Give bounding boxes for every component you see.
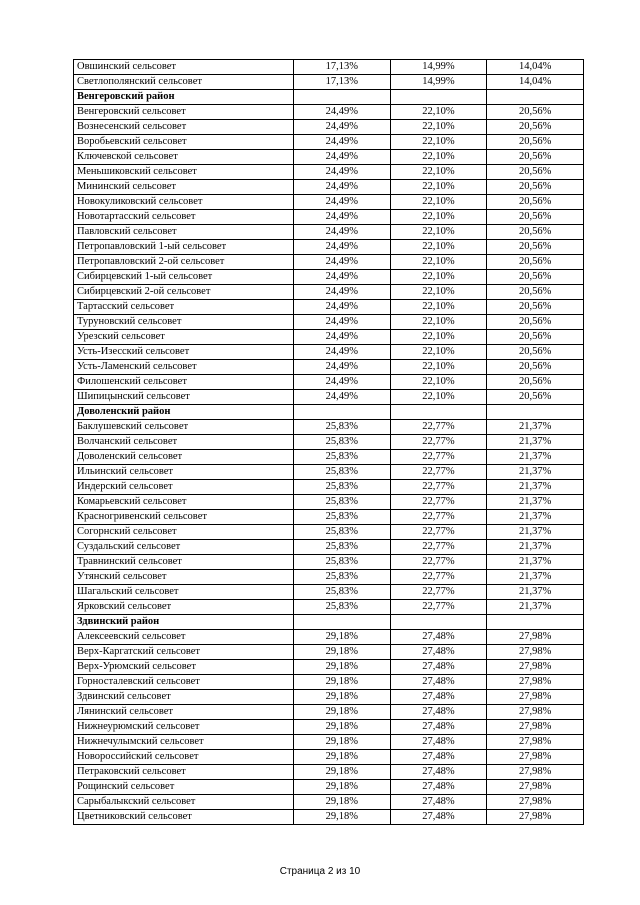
rate-cell-3 [487, 405, 584, 420]
settlement-name-cell: Меньшиковский сельсовет [74, 165, 294, 180]
rate-cell-2: 22,77% [390, 525, 487, 540]
rate-cell-1: 17,13% [294, 75, 391, 90]
rate-cell-2 [390, 615, 487, 630]
rate-cell-1: 24,49% [294, 390, 391, 405]
rate-cell-1: 29,18% [294, 780, 391, 795]
rate-cell-3: 27,98% [487, 780, 584, 795]
rate-cell-2: 22,77% [390, 510, 487, 525]
rate-cell-3: 27,98% [487, 735, 584, 750]
rate-cell-2: 27,48% [390, 810, 487, 825]
settlement-name-cell: Нижнеурюмский сельсовет [74, 720, 294, 735]
rate-cell-2: 22,10% [390, 210, 487, 225]
table-row [74, 510, 584, 525]
rate-cell-1: 25,83% [294, 540, 391, 555]
settlement-name-cell: Согорнский сельсовет [74, 525, 294, 540]
rate-cell-2: 22,10% [390, 270, 487, 285]
rate-cell-3 [487, 90, 584, 105]
table-row [74, 780, 584, 795]
table-row [74, 105, 584, 120]
rate-cell-3: 21,37% [487, 525, 584, 540]
rate-cell-2: 22,10% [390, 240, 487, 255]
table-row [74, 585, 584, 600]
table-row [74, 720, 584, 735]
rate-cell-1: 25,83% [294, 435, 391, 450]
settlement-name-cell: Нижнечулымский сельсовет [74, 735, 294, 750]
rate-cell-1: 24,49% [294, 120, 391, 135]
rate-cell-3 [487, 615, 584, 630]
rate-cell-1: 24,49% [294, 330, 391, 345]
table-row [74, 600, 584, 615]
settlement-name-cell: Павловский сельсовет [74, 225, 294, 240]
table-row [74, 180, 584, 195]
rate-cell-3: 21,37% [487, 480, 584, 495]
rate-cell-3: 21,37% [487, 495, 584, 510]
table-row [74, 285, 584, 300]
rate-cell-1: 24,49% [294, 105, 391, 120]
table-row [74, 540, 584, 555]
rate-cell-3: 20,56% [487, 165, 584, 180]
rate-cell-2: 22,10% [390, 195, 487, 210]
rate-cell-2: 22,77% [390, 450, 487, 465]
rate-cell-3: 20,56% [487, 195, 584, 210]
rate-cell-1: 24,49% [294, 285, 391, 300]
rate-cell-3: 21,37% [487, 585, 584, 600]
rate-cell-1: 24,49% [294, 180, 391, 195]
table-row [74, 360, 584, 375]
settlement-name-cell: Верх-Каргатский сельсовет [74, 645, 294, 660]
settlement-name-cell: Усть-Изесский сельсовет [74, 345, 294, 360]
rate-cell-3: 21,37% [487, 420, 584, 435]
rate-cell-1: 29,18% [294, 630, 391, 645]
table-row [74, 495, 584, 510]
district-header-row [74, 405, 584, 420]
rate-cell-1: 24,49% [294, 195, 391, 210]
rate-cell-1: 24,49% [294, 375, 391, 390]
table-row [74, 555, 584, 570]
rate-cell-1: 29,18% [294, 765, 391, 780]
rate-cell-1: 25,83% [294, 525, 391, 540]
rate-cell-2: 22,10% [390, 105, 487, 120]
table-row [74, 150, 584, 165]
rate-cell-2: 22,10% [390, 360, 487, 375]
settlement-name-cell: Доволенский район [74, 405, 294, 420]
table-row [74, 315, 584, 330]
settlement-name-cell: Овшинский сельсовет [74, 60, 294, 75]
rate-cell-3: 21,37% [487, 555, 584, 570]
rate-cell-1: 25,83% [294, 570, 391, 585]
settlement-name-cell: Новокуликовский сельсовет [74, 195, 294, 210]
district-header-row [74, 90, 584, 105]
table-row [74, 525, 584, 540]
rate-cell-3: 20,56% [487, 255, 584, 270]
table-row [74, 570, 584, 585]
rate-cell-3: 27,98% [487, 810, 584, 825]
rate-cell-1 [294, 405, 391, 420]
rate-cell-1: 29,18% [294, 750, 391, 765]
table-row [74, 135, 584, 150]
rate-cell-3: 20,56% [487, 240, 584, 255]
rate-cell-3: 27,98% [487, 765, 584, 780]
rate-cell-3: 21,37% [487, 450, 584, 465]
rate-cell-2: 22,10% [390, 390, 487, 405]
settlement-name-cell: Филошенский сельсовет [74, 375, 294, 390]
settlement-name-cell: Красногривенский сельсовет [74, 510, 294, 525]
settlement-name-cell: Петраковский сельсовет [74, 765, 294, 780]
document-page [73, 59, 583, 825]
rate-cell-1: 24,49% [294, 255, 391, 270]
settlement-name-cell: Шагальский сельсовет [74, 585, 294, 600]
table-row [74, 120, 584, 135]
settlement-name-cell: Цветниковский сельсовет [74, 810, 294, 825]
settlement-rates-table [73, 59, 584, 825]
settlement-name-cell: Воробьевский сельсовет [74, 135, 294, 150]
rate-cell-2: 22,77% [390, 555, 487, 570]
rate-cell-2: 22,77% [390, 570, 487, 585]
rate-cell-2: 22,10% [390, 180, 487, 195]
table-row [74, 225, 584, 240]
settlement-name-cell: Волчанский сельсовет [74, 435, 294, 450]
rate-cell-2: 27,48% [390, 645, 487, 660]
rate-cell-3: 27,98% [487, 720, 584, 735]
rate-cell-3: 20,56% [487, 120, 584, 135]
rate-cell-2: 22,77% [390, 435, 487, 450]
rate-cell-3: 27,98% [487, 705, 584, 720]
rate-cell-3: 27,98% [487, 630, 584, 645]
rate-cell-3: 14,04% [487, 60, 584, 75]
settlement-name-cell: Венгеровский сельсовет [74, 105, 294, 120]
settlement-name-cell: Верх-Урюмский сельсовет [74, 660, 294, 675]
settlement-name-cell: Баклушевский сельсовет [74, 420, 294, 435]
rate-cell-1: 24,49% [294, 345, 391, 360]
table-row [74, 390, 584, 405]
settlement-name-cell: Утянский сельсовет [74, 570, 294, 585]
rate-cell-2: 22,10% [390, 135, 487, 150]
rate-cell-3: 14,04% [487, 75, 584, 90]
rate-cell-2: 14,99% [390, 60, 487, 75]
table-row [74, 210, 584, 225]
settlement-name-cell: Новотартасский сельсовет [74, 210, 294, 225]
settlement-name-cell: Ильинский сельсовет [74, 465, 294, 480]
settlement-name-cell: Вознесенский сельсовет [74, 120, 294, 135]
rate-cell-1: 24,49% [294, 360, 391, 375]
rate-cell-2: 22,10% [390, 345, 487, 360]
rate-cell-1: 24,49% [294, 210, 391, 225]
settlement-name-cell: Венгеровский район [74, 90, 294, 105]
table-row [74, 435, 584, 450]
table-row [74, 195, 584, 210]
table-row [74, 240, 584, 255]
rate-cell-3: 21,37% [487, 570, 584, 585]
rate-cell-2: 27,48% [390, 705, 487, 720]
table-row [74, 795, 584, 810]
rate-cell-1 [294, 615, 391, 630]
rate-cell-3: 20,56% [487, 330, 584, 345]
rate-cell-1: 17,13% [294, 60, 391, 75]
table-row [74, 450, 584, 465]
rate-cell-1: 25,83% [294, 495, 391, 510]
rate-cell-1 [294, 90, 391, 105]
rate-cell-3: 20,56% [487, 270, 584, 285]
page-footer [0, 866, 640, 877]
table-row [74, 750, 584, 765]
rate-cell-2: 22,10% [390, 375, 487, 390]
table-row [74, 765, 584, 780]
table-row [74, 810, 584, 825]
settlement-name-cell: Новороссийский сельсовет [74, 750, 294, 765]
settlement-name-cell: Урезский сельсовет [74, 330, 294, 345]
rate-cell-2: 22,10% [390, 285, 487, 300]
rate-cell-1: 25,83% [294, 600, 391, 615]
rate-cell-3: 27,98% [487, 645, 584, 660]
rate-cell-1: 29,18% [294, 720, 391, 735]
settlement-name-cell: Ярковский сельсовет [74, 600, 294, 615]
rate-cell-2: 27,48% [390, 795, 487, 810]
rate-cell-2: 22,10% [390, 225, 487, 240]
settlement-name-cell: Мининский сельсовет [74, 180, 294, 195]
table-row [74, 630, 584, 645]
rate-cell-1: 24,49% [294, 225, 391, 240]
rate-cell-1: 25,83% [294, 420, 391, 435]
rate-cell-3: 20,56% [487, 390, 584, 405]
table-row [74, 690, 584, 705]
table-row [74, 480, 584, 495]
rate-cell-2: 22,10% [390, 330, 487, 345]
rate-cell-2: 27,48% [390, 750, 487, 765]
settlement-name-cell: Светлополянский сельсовет [74, 75, 294, 90]
settlement-name-cell: Сарыбалыкский сельсовет [74, 795, 294, 810]
rate-cell-1: 29,18% [294, 705, 391, 720]
settlement-name-cell: Петропавловский 1-ый сельсовет [74, 240, 294, 255]
settlement-name-cell: Лянинский сельсовет [74, 705, 294, 720]
rate-cell-3: 27,98% [487, 675, 584, 690]
rate-cell-1: 24,49% [294, 165, 391, 180]
table-row [74, 300, 584, 315]
settlement-name-cell: Шипицынский сельсовет [74, 390, 294, 405]
rate-cell-2 [390, 90, 487, 105]
page-number: Страница 2 из 10 [279, 866, 361, 877]
rate-cell-2: 22,10% [390, 120, 487, 135]
table-row [74, 165, 584, 180]
rate-cell-1: 25,83% [294, 480, 391, 495]
rate-cell-2: 22,77% [390, 465, 487, 480]
rate-cell-3: 21,37% [487, 510, 584, 525]
rate-cell-3: 27,98% [487, 660, 584, 675]
rate-cell-1: 29,18% [294, 795, 391, 810]
rate-cell-3: 27,98% [487, 795, 584, 810]
rate-cell-2: 14,99% [390, 75, 487, 90]
rate-cell-3: 20,56% [487, 135, 584, 150]
rate-cell-3: 27,98% [487, 750, 584, 765]
rate-cell-3: 20,56% [487, 300, 584, 315]
rate-cell-2 [390, 405, 487, 420]
rate-cell-1: 24,49% [294, 315, 391, 330]
rate-cell-2: 27,48% [390, 780, 487, 795]
table-row [74, 645, 584, 660]
rate-cell-3: 21,37% [487, 435, 584, 450]
rate-cell-3: 20,56% [487, 105, 584, 120]
table-row [74, 330, 584, 345]
rate-cell-3: 20,56% [487, 150, 584, 165]
settlement-name-cell: Сибирцевский 1-ый сельсовет [74, 270, 294, 285]
rate-cell-2: 27,48% [390, 660, 487, 675]
rate-cell-2: 22,10% [390, 315, 487, 330]
rate-cell-2: 22,10% [390, 150, 487, 165]
rate-cell-2: 22,10% [390, 300, 487, 315]
rate-cell-2: 22,77% [390, 420, 487, 435]
rate-cell-3: 20,56% [487, 180, 584, 195]
rate-cell-2: 27,48% [390, 675, 487, 690]
district-header-row [74, 615, 584, 630]
rate-cell-1: 24,49% [294, 240, 391, 255]
rate-cell-3: 21,37% [487, 465, 584, 480]
rate-cell-1: 29,18% [294, 675, 391, 690]
settlement-name-cell: Комарьевский сельсовет [74, 495, 294, 510]
table-row [74, 675, 584, 690]
rate-cell-3: 20,56% [487, 345, 584, 360]
settlement-name-cell: Туруновский сельсовет [74, 315, 294, 330]
rate-cell-1: 24,49% [294, 300, 391, 315]
settlement-name-cell: Сибирцевский 2-ой сельсовет [74, 285, 294, 300]
rate-cell-1: 29,18% [294, 735, 391, 750]
settlement-name-cell: Индерский сельсовет [74, 480, 294, 495]
settlement-name-cell: Петропавловский 2-ой сельсовет [74, 255, 294, 270]
rate-cell-3: 27,98% [487, 690, 584, 705]
table-row [74, 705, 584, 720]
settlement-name-cell: Горносталевский сельсовет [74, 675, 294, 690]
rate-cell-1: 24,49% [294, 150, 391, 165]
table-row [74, 75, 584, 90]
rate-cell-3: 20,56% [487, 225, 584, 240]
rate-cell-2: 22,77% [390, 495, 487, 510]
rate-cell-1: 29,18% [294, 660, 391, 675]
rate-cell-2: 22,77% [390, 585, 487, 600]
rate-cell-2: 22,10% [390, 255, 487, 270]
rate-cell-2: 27,48% [390, 630, 487, 645]
rate-cell-3: 20,56% [487, 210, 584, 225]
rate-cell-3: 20,56% [487, 375, 584, 390]
rate-cell-2: 22,77% [390, 540, 487, 555]
table-row [74, 735, 584, 750]
rate-cell-3: 20,56% [487, 315, 584, 330]
settlement-name-cell: Здвинский район [74, 615, 294, 630]
rate-cell-2: 27,48% [390, 690, 487, 705]
rate-cell-2: 27,48% [390, 735, 487, 750]
table-row [74, 270, 584, 285]
settlement-name-cell: Здвинский сельсовет [74, 690, 294, 705]
rate-cell-1: 25,83% [294, 510, 391, 525]
settlement-name-cell: Травнинский сельсовет [74, 555, 294, 570]
table-row [74, 255, 584, 270]
settlement-name-cell: Доволенский сельсовет [74, 450, 294, 465]
table-row [74, 465, 584, 480]
rate-cell-3: 21,37% [487, 540, 584, 555]
rate-cell-2: 27,48% [390, 765, 487, 780]
rate-cell-1: 29,18% [294, 690, 391, 705]
table-row [74, 60, 584, 75]
rate-cell-1: 29,18% [294, 645, 391, 660]
settlement-name-cell: Алексеевский сельсовет [74, 630, 294, 645]
rate-cell-2: 22,77% [390, 600, 487, 615]
rate-cell-2: 27,48% [390, 720, 487, 735]
rate-cell-1: 25,83% [294, 465, 391, 480]
rate-cell-1: 25,83% [294, 555, 391, 570]
rate-cell-3: 20,56% [487, 360, 584, 375]
rate-cell-1: 24,49% [294, 135, 391, 150]
settlement-name-cell: Усть-Ламенский сельсовет [74, 360, 294, 375]
rate-cell-2: 22,10% [390, 165, 487, 180]
table-row [74, 420, 584, 435]
rate-cell-3: 20,56% [487, 285, 584, 300]
settlement-name-cell: Рощинский сельсовет [74, 780, 294, 795]
rate-cell-3: 21,37% [487, 600, 584, 615]
table-row [74, 660, 584, 675]
rate-cell-1: 24,49% [294, 270, 391, 285]
table-row [74, 375, 584, 390]
rate-cell-2: 22,77% [390, 480, 487, 495]
settlement-name-cell: Суздальский сельсовет [74, 540, 294, 555]
table-row [74, 345, 584, 360]
rate-cell-1: 25,83% [294, 450, 391, 465]
settlement-name-cell: Ключевской сельсовет [74, 150, 294, 165]
rate-cell-1: 25,83% [294, 585, 391, 600]
rate-cell-1: 29,18% [294, 810, 391, 825]
settlement-name-cell: Тартасский сельсовет [74, 300, 294, 315]
